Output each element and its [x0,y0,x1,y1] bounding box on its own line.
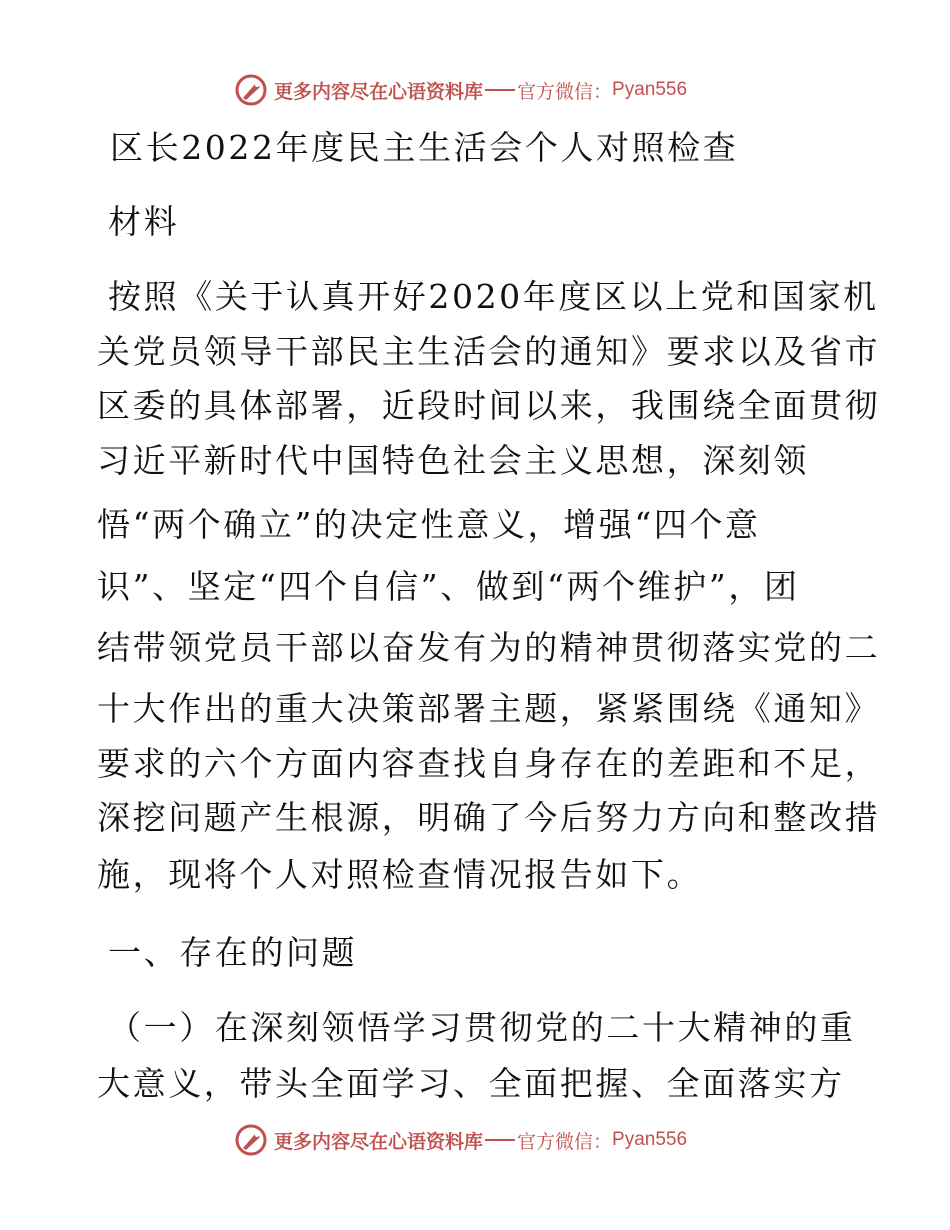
paragraph-line: 区委的具体部署，近段时间以来，我围绕全面贯彻 [97,386,881,425]
watermark-wechat-id: Pyan556 [612,1129,688,1150]
paragraph-line: 结带领党员干部以奋发有为的精神贯彻落实党的二 [97,628,881,667]
subsection-line: 大意义，带头全面学习、全面把握、全面落实方 [97,1064,845,1103]
watermark-wechat-id: Pyan556 [612,79,688,100]
paragraph-line: 识”、坚定“四个自信”、做到“两个维护”，团 [97,567,800,606]
watermark-sub-text: 官方微信： [517,1130,613,1153]
watermark-main-text: 更多内容尽在心语资料库 [274,1130,484,1153]
paragraph-line: 悟“两个确立”的决定性意义，增强“四个意 [97,505,761,544]
pen-nib-logo-icon [234,1123,268,1157]
document-title-line-1: 区长2022年度民主生活会个人对照检查 [110,128,739,167]
header-watermark [234,70,687,110]
paragraph-line: 要求的六个方面内容查找自身存在的差距和不足， [97,744,881,783]
paragraph-line: 深挖问题产生根源，明确了今后努力方向和整改措 [97,798,881,837]
document-title-line-2: 材料 [108,202,180,241]
watermark-dash [485,1139,515,1141]
pen-nib-logo-icon [234,73,268,107]
watermark-sub-text: 官方微信： [517,80,613,103]
subsection-line: （一）在深刻领悟学习贯彻党的二十大精神的重 [108,1008,856,1047]
watermark-dash [485,89,515,91]
paragraph-line: 十大作出的重大决策部署主题，紧紧围绕《通知》 [97,689,881,728]
paragraph-line: 按照《关于认真开好2020年度区以上党和国家机 [108,277,879,316]
paragraph-line: 关党员领导干部民主生活会的通知》要求以及省市 [97,332,881,371]
watermark-main-text: 更多内容尽在心语资料库 [274,80,484,103]
section-heading: 一、存在的问题 [108,933,358,972]
paragraph-line: 施，现将个人对照检查情况报告如下。 [97,855,703,894]
paragraph-line: 习近平新时代中国特色社会主义思想，深刻领 [97,441,809,480]
footer-watermark [234,1120,687,1160]
